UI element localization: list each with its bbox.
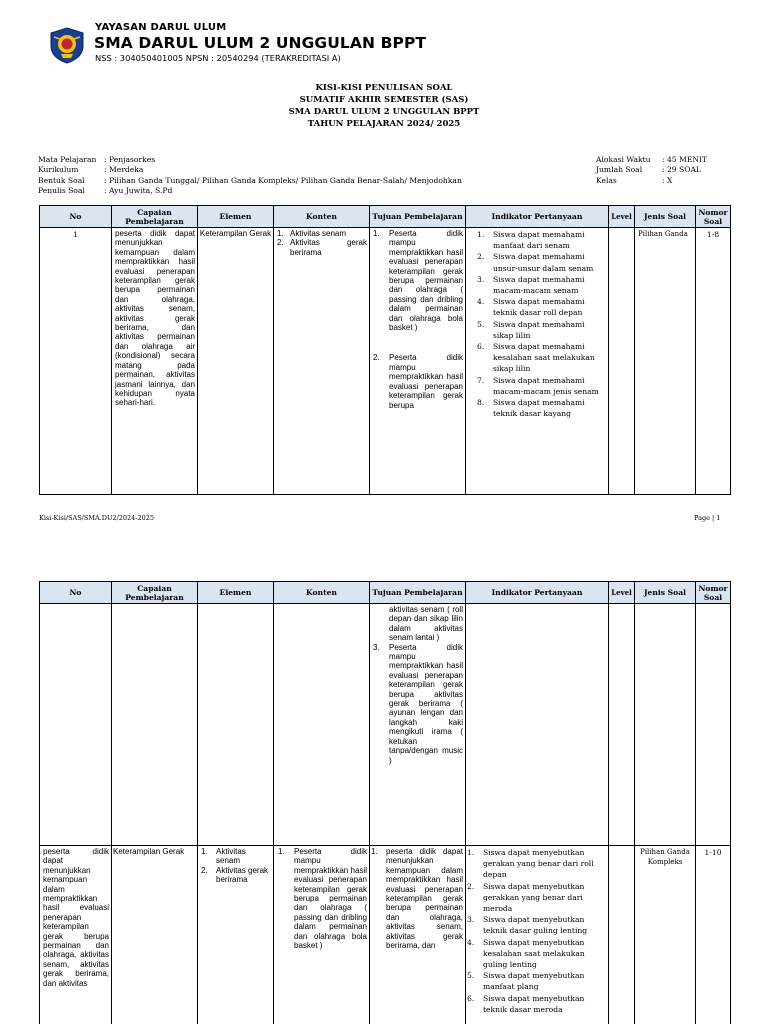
meta-row (38, 165, 462, 175)
item-number: 6. (467, 993, 475, 1003)
item-number: 1. (277, 229, 284, 238)
item-text: Aktivitas senam (216, 847, 246, 866)
tujuan-detail-list (371, 847, 463, 950)
list-item (277, 238, 367, 257)
table-row (40, 604, 731, 846)
item-number: 3. (477, 274, 485, 284)
cell-konten (198, 846, 274, 1024)
table-header-row (40, 206, 731, 228)
item-text: Siswa dapat menyebutkan teknik dasar guling lenting (483, 915, 588, 936)
item-number: 3. (373, 642, 380, 652)
list-item (477, 296, 604, 318)
item-number: 1. (467, 848, 475, 857)
cell-jenis (635, 604, 696, 846)
kisi-kisi-table-page-1 (39, 205, 731, 495)
item-text: Aktivitas senam (290, 229, 347, 238)
col-header-tujuan: Tujuan Pembelajaran (370, 206, 466, 228)
item-text: Siswa dapat memahami macam-macam jenis senam (493, 375, 599, 396)
col-header-konten: Konten (274, 582, 370, 604)
cell-capaian (112, 604, 198, 846)
item-text: peserta didik dapat menunjukkan kemampuan dalam mempraktikkan hasil evaluasi penerapan keterampilan gerak berupa permainan dan olahraga, aktivitas senam, aktivitas gerak berirama, dan (386, 847, 463, 951)
item-text: Siswa dapat memahami manfaat dari senam (493, 230, 585, 251)
meta-value: : Pilihan Ganda Tunggal/ Pilihan Ganda Kompleks/ Pilihan Ganda Benar-Salah/ Menjodohkan (104, 175, 462, 185)
item-text: Siswa dapat menyebutkan gerakkan yang benar dari meroda (483, 881, 585, 914)
cell-nomor: 1-10 (696, 846, 731, 1024)
list-item (467, 881, 604, 915)
item-text: Peserta didik mampu mempraktikkan hasil evaluasi penerapan keterampilan gerak berupa aktivitas gerak berirama ( ayunan lengan dan langkah kaki mengikuti irama ( ketukan tanpa/dengan music ) (389, 642, 463, 765)
meta-label: Mata Pelajaran (38, 155, 97, 164)
item-number: 2. (477, 252, 485, 262)
item-number: 2. (373, 353, 380, 363)
document-title (0, 82, 768, 130)
item-number: 1. (477, 230, 485, 239)
col-header-konten: Konten (274, 206, 370, 228)
col-header-elemen: Elemen (198, 582, 274, 604)
item-text: Peserta didik mampu mempraktikkan hasil evaluasi penerapan keterampilan gerak berupa permainan dan olahraga ( passing dan dribling dalam permainan dan olahraga bola basket ) (294, 847, 367, 951)
meta-row (596, 176, 707, 186)
cell-jenis: Pilihan Ganda Kompleks (635, 846, 696, 1024)
meta-label: Penulis Soal (38, 186, 85, 196)
cell-capaian: peserta didik dapat menunjukkan kemampuan dalam mempraktikkan hasil evaluasi penerapan keterampilan gerak berupa permainan dan olahraga, aktivitas senam, aktivitas gerak berirama, dan aktivitas (40, 846, 112, 1024)
cell-indikator (466, 228, 609, 495)
page-number: Page | 1 (694, 514, 721, 522)
item-text: Aktivitas gerak berirama (290, 238, 367, 257)
meta-value: : Merdeka (104, 165, 144, 175)
cell-elemen: Keterampilan Gerak (198, 228, 274, 495)
school-logo-icon (46, 26, 88, 64)
table-row (40, 846, 731, 1024)
col-header-no: No (40, 582, 112, 604)
list-item (477, 319, 604, 341)
item-text: Siswa dapat memahami kesalahan saat melakukan sikap lilin (493, 342, 595, 374)
table-header-row (40, 582, 731, 604)
col-header-capaian: Capaian Pembelajaran (112, 582, 198, 604)
item-number: 1. (371, 847, 378, 856)
item-text: Aktivitas gerak berirama (216, 865, 269, 885)
meta-value: : Penjasorkes (104, 155, 156, 164)
list-item (277, 229, 367, 238)
item-number: 4. (467, 937, 475, 947)
meta-row (596, 165, 707, 175)
item-number: 5. (467, 971, 475, 981)
item-number: 2. (201, 865, 208, 875)
col-header-indikator: Indikator Pertanyaan (466, 582, 609, 604)
meta-label: Kelas (596, 175, 617, 185)
table-row (40, 228, 731, 495)
cell-tujuan (370, 228, 466, 495)
col-header-tujuan: Tujuan Pembelajaran (370, 582, 466, 604)
item-text: Siswa dapat memahami unsur-unsur dalam senam (493, 252, 594, 273)
item-text: Siswa dapat menyebutkan kesalahan saat melakukan guling lenting (483, 937, 585, 970)
cell-tujuan (274, 846, 370, 1024)
item-text: Siswa dapat memahami sikap lilin (493, 319, 585, 340)
cell-elemen: Keterampilan Gerak (112, 846, 198, 1024)
cell-konten (274, 604, 370, 846)
konten-list (201, 847, 271, 885)
list-item (278, 847, 367, 950)
col-header-nomor: Nomor Soal (696, 206, 731, 228)
item-number: 1. (278, 847, 285, 856)
cell-nomor: 1-8 (696, 228, 731, 495)
item-text: Siswa dapat menyebutkan teknik dasar meroda (483, 993, 585, 1014)
meta-value: : 45 MENIT (662, 155, 708, 164)
cell-tujuan-continued (370, 604, 466, 846)
col-header-jenis: Jenis Soal (635, 206, 696, 228)
cell-nomor (696, 604, 731, 846)
cell-no: 1 (40, 228, 112, 495)
item-number: 1. (373, 229, 380, 238)
konten-list (277, 229, 367, 257)
col-header-elemen: Elemen (198, 206, 274, 228)
meta-left (38, 155, 462, 197)
list-item (201, 847, 271, 866)
school-name: SMA DARUL ULUM 2 UNGGULAN BPPT (94, 34, 427, 52)
meta-row (38, 155, 462, 165)
list-item (467, 970, 604, 992)
title-line-3: SMA DARUL ULUM 2 UNGGULAN BPPT (288, 107, 480, 117)
list-item (373, 353, 463, 409)
item-number: 6. (477, 342, 485, 352)
cell-level (609, 846, 635, 1024)
letterhead (46, 22, 606, 66)
cell-indikator (466, 846, 609, 1024)
col-header-no: No (40, 206, 112, 228)
tujuan-continuation-text: aktivitas senam ( roll depan dan sikap lilin dalam aktivitas senam lantai ) (389, 605, 463, 643)
title-line-1: KISI-KISI PENULISAN SOAL (315, 83, 453, 93)
col-header-nomor: Nomor Soal (696, 582, 731, 604)
cell-indikator (466, 604, 609, 846)
col-header-level: Level (609, 206, 635, 228)
school-registration: NSS : 304050401005 NPSN : 20540294 (TERAKREDITASI A) (95, 53, 341, 63)
cell-level (609, 228, 635, 495)
list-item (477, 397, 604, 419)
foundation-name: YAYASAN DARUL ULUM (95, 22, 227, 33)
list-item (373, 643, 463, 765)
meta-right (596, 155, 707, 186)
meta-value: : 29 SOAL (662, 165, 702, 175)
cell-tujuan-detail (370, 846, 466, 1024)
cell-capaian: peserta didik dapat menunjukkan kemampuan dalam mempraktikkan hasil evaluasi penerapan keterampilan gerak berupa permainan dan olahraga, aktivitas senam, aktivitas gerak berirama, dan aktivitas permainan dan olahraga air (kondisional) secara matang pada permainan, aktivitas jasmani lainnya, dan kehidupan nyata sehari-hari. (112, 228, 198, 495)
tujuan-list (373, 643, 463, 765)
tujuan-list (373, 229, 463, 410)
item-text: Siswa dapat memahami macam-macam senam (493, 274, 585, 296)
list-item (477, 251, 604, 273)
item-text: Peserta didik mampu mempraktikkan hasil evaluasi penerapan keterampilan gerak berupa (389, 353, 463, 410)
item-number: 4. (477, 297, 485, 307)
item-text: Siswa dapat memahami teknik dasar roll depan (493, 297, 585, 318)
list-item (201, 866, 271, 885)
item-number: 7. (477, 375, 485, 385)
meta-row (38, 176, 462, 186)
cell-level (609, 604, 635, 846)
indikator-list (477, 229, 604, 419)
item-number: 8. (477, 398, 485, 408)
title-line-4: TAHUN PELAJARAN 2024/ 2025 (307, 119, 461, 129)
list-item (477, 274, 604, 296)
col-header-jenis: Jenis Soal (635, 582, 696, 604)
item-text: Siswa dapat memahami teknik dasar kayang (493, 398, 585, 419)
item-number: 3. (467, 915, 475, 925)
meta-value: : Ayu Juwita, S.Pd (104, 186, 173, 196)
meta-label: Bentuk Soal (38, 175, 85, 185)
meta-value: : X (662, 175, 673, 185)
cell-jenis: Pilihan Ganda (635, 228, 696, 495)
list-item (467, 914, 604, 936)
cell-no (40, 604, 112, 846)
col-header-indikator: Indikator Pertanyaan (466, 206, 609, 228)
list-item (373, 229, 463, 332)
list-item (477, 229, 604, 251)
item-text: Siswa dapat menyebutkan gerakan yang benar dari roll depan (483, 848, 594, 880)
tujuan-list (278, 847, 367, 950)
list-item (477, 375, 604, 397)
cell-konten (274, 228, 370, 495)
list-item (467, 993, 604, 1015)
item-text: Siswa dapat menyebutkan manfaat plang (483, 971, 585, 992)
list-item (477, 341, 604, 375)
meta-label: Kurikulum (38, 165, 79, 175)
item-number: 5. (477, 319, 485, 329)
title-line-2: SUMATIF AKHIR SEMESTER (SAS) (299, 95, 469, 105)
meta-label: Jumlah Soal (596, 165, 643, 175)
meta-label: Alokasi Waktu (596, 155, 651, 164)
item-number: 2. (277, 238, 284, 248)
cell-elemen (198, 604, 274, 846)
page-footer-code: Kisi-Kisi/SAS/SMA.DU2/2024-2025 (39, 514, 155, 522)
meta-row (38, 186, 462, 196)
list-item (467, 847, 604, 881)
kisi-kisi-table-page-2 (39, 581, 731, 1024)
list-item (467, 937, 604, 971)
item-text: Peserta didik mampu mempraktikkan hasil evaluasi penerapan keterampilan gerak berupa permainan dan olahraga ( passing dan dribling dalam permainan dan olahraga bola basket ) (389, 229, 463, 333)
item-number: 1. (201, 847, 208, 856)
indikator-list (467, 847, 604, 1015)
meta-row (596, 155, 707, 165)
list-item (371, 847, 463, 950)
col-header-capaian: Capaian Pembelajaran (112, 206, 198, 228)
col-header-level: Level (609, 582, 635, 604)
item-number: 2. (467, 881, 475, 891)
